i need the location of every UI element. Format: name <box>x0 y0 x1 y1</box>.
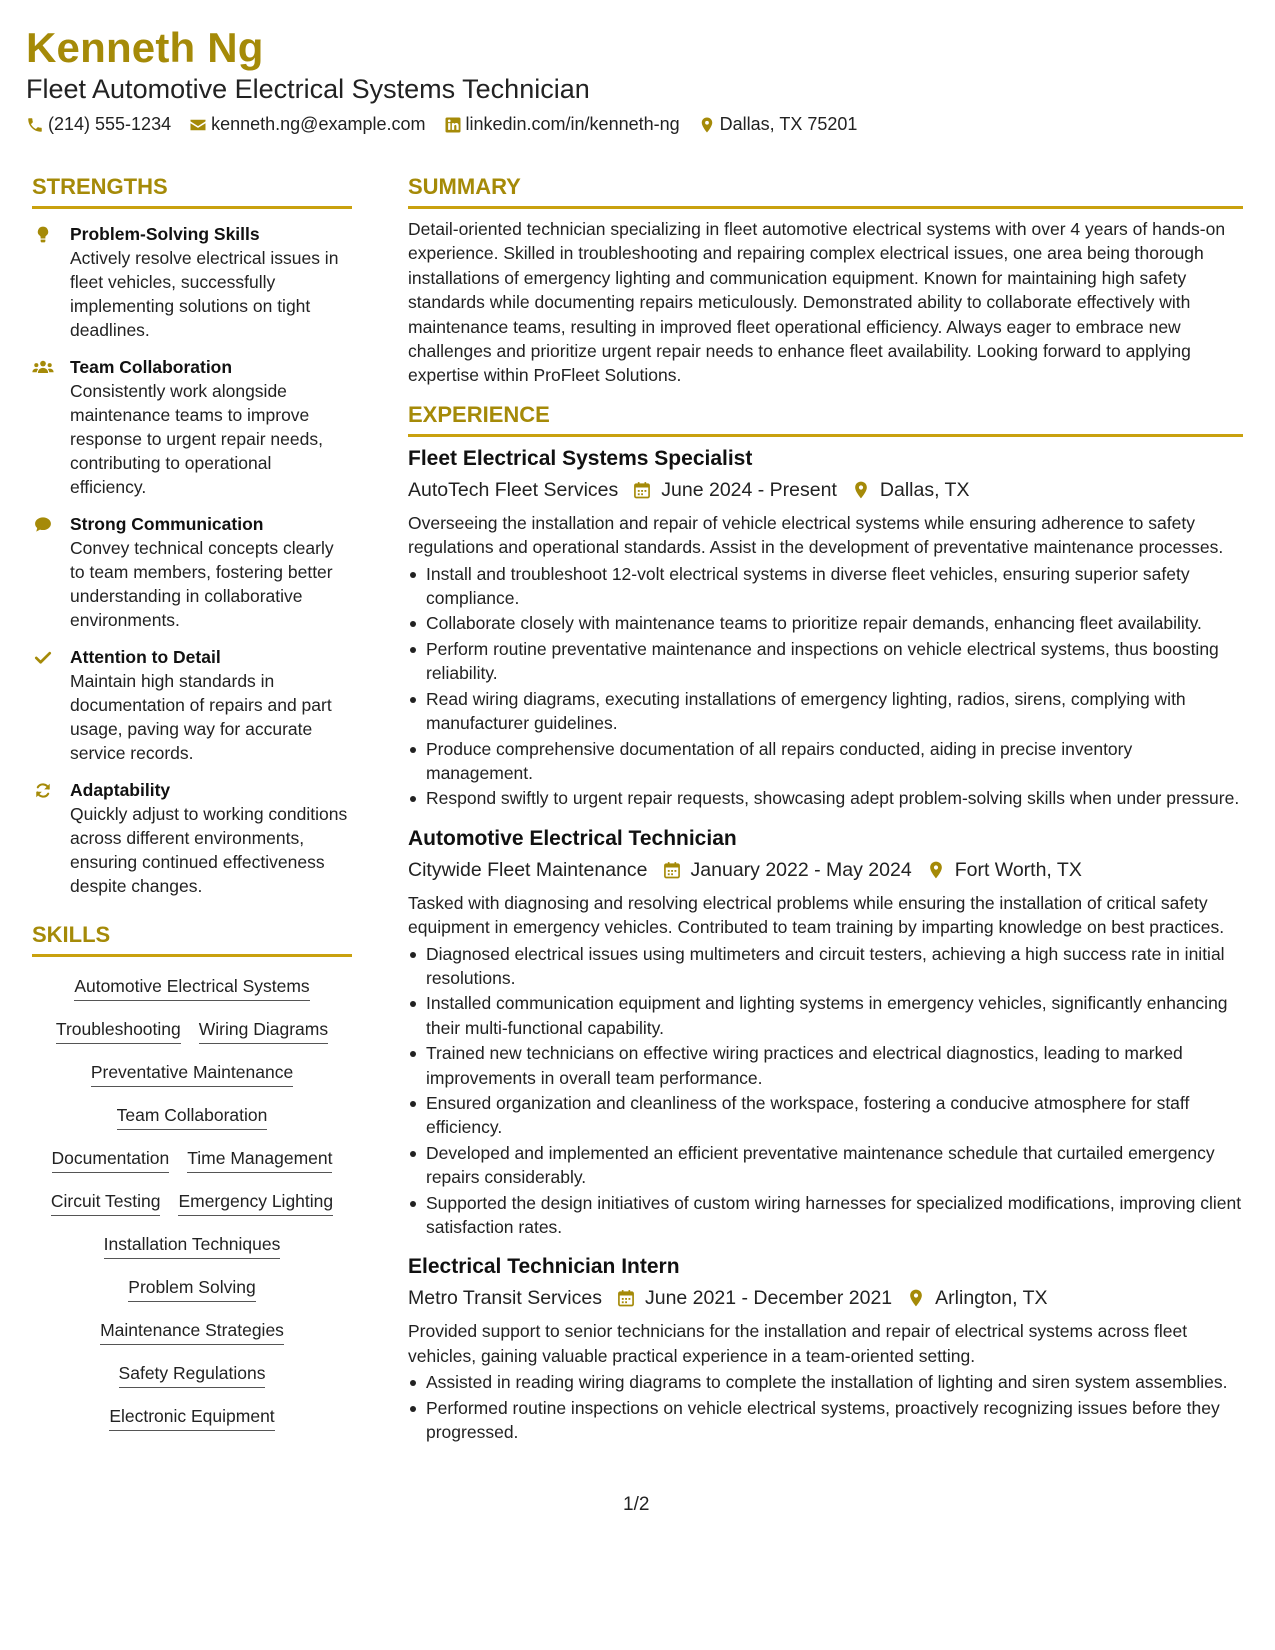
contact-phone-text: (214) 555-1234 <box>48 114 172 134</box>
candidate-name: Kenneth Ng <box>26 24 264 71</box>
job-bullets <box>408 942 1243 1240</box>
job-location: Fort Worth, TX <box>954 858 1082 881</box>
strength-item <box>32 513 352 632</box>
list-item: Trained new technicians on effective wiring practices and electrical diagnostics, leading to marked improvements in overall team performance. <box>408 1041 1243 1090</box>
strengths-heading: STRENGTHS <box>32 174 352 209</box>
skills-heading: SKILLS <box>32 922 352 957</box>
skill-tag: Troubleshooting <box>56 1018 181 1044</box>
contact-linkedin[interactable] <box>444 114 680 135</box>
strength-desc: Quickly adjust to working conditions across different environments, ensuring continued effectiveness despite changes. <box>70 804 348 896</box>
job-title: Fleet Electrical Systems Specialist <box>408 446 753 470</box>
calendar-icon <box>632 480 652 500</box>
job-company: Metro Transit Services <box>408 1287 602 1310</box>
job-location: Dallas, TX <box>879 478 970 501</box>
job-title: Electrical Technician Intern <box>408 1255 680 1279</box>
job-bullets <box>408 1370 1243 1444</box>
envelope-icon <box>189 116 207 134</box>
strength-title: Problem-Solving Skills <box>70 224 260 244</box>
list-item: Supported the design initiatives of custom wiring harnesses for specialized modifications, improving client satisfaction rates. <box>408 1191 1243 1240</box>
skill-tag: Problem Solving <box>128 1276 255 1302</box>
skill-tag: Team Collaboration <box>117 1104 268 1130</box>
job-meta <box>408 477 1243 503</box>
list-item: Installed communication equipment and lighting systems in emergency vehicles, significantly enhancing their multi-functional capability. <box>408 991 1243 1040</box>
job-dates: June 2024 - Present <box>661 478 837 501</box>
users-icon <box>32 358 54 378</box>
list-item: Perform routine preventative maintenance and inspections on vehicle electrical systems, thus boosting reliability. <box>408 637 1243 686</box>
summary-heading: SUMMARY <box>408 174 1243 209</box>
job-description: Provided support to senior technicians for the installation and repair of electrical systems across fleet vehicles, gaining valuable practical experience in a team-oriented setting. <box>408 1321 1188 1366</box>
strength-item <box>32 356 352 499</box>
contact-phone[interactable] <box>26 114 171 135</box>
job-entry <box>408 825 1243 1240</box>
skill-tag: Maintenance Strategies <box>100 1319 284 1345</box>
strength-item <box>32 223 352 342</box>
experience-heading: EXPERIENCE <box>408 402 1243 437</box>
left-column <box>32 174 352 1440</box>
strength-title: Adaptability <box>70 780 171 800</box>
strength-item <box>32 646 352 765</box>
skill-tag: Electronic Equipment <box>109 1405 274 1431</box>
job-company: AutoTech Fleet Services <box>408 478 619 501</box>
map-pin-icon <box>698 116 716 134</box>
strength-desc: Actively resolve electrical issues in fleet vehicles, successfully implementing solutions on tight deadlines. <box>70 248 339 340</box>
skill-tag: Installation Techniques <box>104 1233 281 1259</box>
strength-desc: Convey technical concepts clearly to team members, fostering better understanding in collaborative environments. <box>70 538 334 630</box>
skill-tag: Documentation <box>52 1147 170 1173</box>
list-item: Collaborate closely with maintenance teams to prioritize repair demands, enhancing fleet availability. <box>408 611 1243 635</box>
strength-desc: Maintain high standards in documentation of repairs and part usage, paving way for accurate service records. <box>70 671 332 763</box>
list-item: Install and troubleshoot 12-volt electrical systems in diverse fleet vehicles, ensuring superior safety compliance. <box>408 562 1243 611</box>
list-item: Ensured organization and cleanliness of the workspace, fostering a conducive atmosphere for staff efficiency. <box>408 1091 1243 1140</box>
contact-bar <box>26 114 875 135</box>
strength-title: Team Collaboration <box>70 357 233 377</box>
job-description: Tasked with diagnosing and resolving electrical problems while ensuring the installation of critical safety equipment in emergency vehicles. Contributed to team training by imparting knowledge on best practices. <box>408 892 1225 938</box>
skill-tag: Circuit Testing <box>51 1190 161 1216</box>
list-item: Produce comprehensive documentation of all repairs conducted, aiding in precise inventory management. <box>408 737 1243 786</box>
map-pin-icon <box>851 480 871 500</box>
skill-tag: Wiring Diagrams <box>199 1018 328 1044</box>
calendar-icon <box>662 860 682 880</box>
list-item: Performed routine inspections on vehicle electrical systems, proactively recognizing issues before they progressed. <box>408 1396 1243 1445</box>
linkedin-icon <box>444 116 462 134</box>
page-number: 1/2 <box>623 1494 650 1515</box>
strength-title: Attention to Detail <box>70 647 221 667</box>
contact-email[interactable] <box>189 114 425 135</box>
skills-list <box>32 967 352 1440</box>
strength-desc: Consistently work alongside maintenance teams to improve response to urgent repair needs, contributing to operational efficiency. <box>70 381 323 497</box>
map-pin-icon <box>906 1288 926 1308</box>
job-bullets <box>408 562 1243 811</box>
list-item: Respond swiftly to urgent repair requests, showcasing adept problem-solving skills when under pressure. <box>408 786 1243 810</box>
job-meta <box>408 857 1243 883</box>
phone-icon <box>26 116 44 134</box>
job-title: Automotive Electrical Technician <box>408 826 737 850</box>
strength-item <box>32 779 352 898</box>
job-entry <box>408 445 1243 811</box>
skill-tag: Emergency Lighting <box>178 1190 333 1216</box>
list-item: Diagnosed electrical issues using multimeters and circuit testers, achieving a high success rate in initial resolutions. <box>408 942 1243 991</box>
skill-tag: Preventative Maintenance <box>91 1061 293 1087</box>
strength-title: Strong Communication <box>70 514 264 534</box>
contact-email-text: kenneth.ng@example.com <box>211 114 426 134</box>
list-item: Assisted in reading wiring diagrams to complete the installation of lighting and siren system assemblies. <box>408 1370 1243 1394</box>
right-column <box>408 174 1243 1444</box>
contact-location <box>698 114 858 135</box>
skill-tag: Time Management <box>187 1147 332 1173</box>
list-item: Developed and implemented an efficient preventative maintenance schedule that curtailed emergency repairs considerably. <box>408 1141 1243 1190</box>
job-company: Citywide Fleet Maintenance <box>408 858 648 881</box>
list-item: Read wiring diagrams, executing installations of emergency lighting, radios, sirens, complying with manufacturer guidelines. <box>408 687 1243 736</box>
contact-linkedin-text: linkedin.com/in/kenneth-ng <box>465 114 680 134</box>
contact-location-text: Dallas, TX 75201 <box>719 114 858 134</box>
skill-tag: Automotive Electrical Systems <box>74 975 309 1001</box>
job-dates: January 2022 - May 2024 <box>690 858 912 881</box>
calendar-icon <box>616 1288 636 1308</box>
job-location: Arlington, TX <box>935 1287 1048 1310</box>
summary-text: Detail-oriented technician specializing in fleet automotive electrical systems with over 4 years of hands-on experience. Skilled in troubleshooting and repairing complex electrical issues, one area being thorough installations of emergency lighting and communication equipment. Known for maintaining high safety standards while documenting repairs meticulously. Demonstrated ability to collaborate effectively with maintenance teams, resulting in improved fleet operational efficiency. Always eager to embrace new challenges and prioritize urgent repair needs to enhance fleet availability. Looking forward to applying expertise within ProFleet Solutions. <box>408 219 1226 386</box>
candidate-role: Fleet Automotive Electrical Systems Technician <box>26 74 590 104</box>
map-pin-icon <box>926 860 946 880</box>
checkmark-icon <box>32 648 54 668</box>
job-entry <box>408 1253 1243 1444</box>
job-meta <box>408 1285 1243 1311</box>
speech-bubble-icon <box>32 515 54 535</box>
lightbulb-icon <box>32 225 54 245</box>
job-description: Overseeing the installation and repair of vehicle electrical systems while ensuring adherence to safety regulations and operational standards. Assist in the development of preventative maintenance processes. <box>408 512 1224 558</box>
job-dates: June 2021 - December 2021 <box>644 1287 893 1310</box>
refresh-icon <box>32 781 54 801</box>
skill-tag: Safety Regulations <box>119 1362 266 1388</box>
